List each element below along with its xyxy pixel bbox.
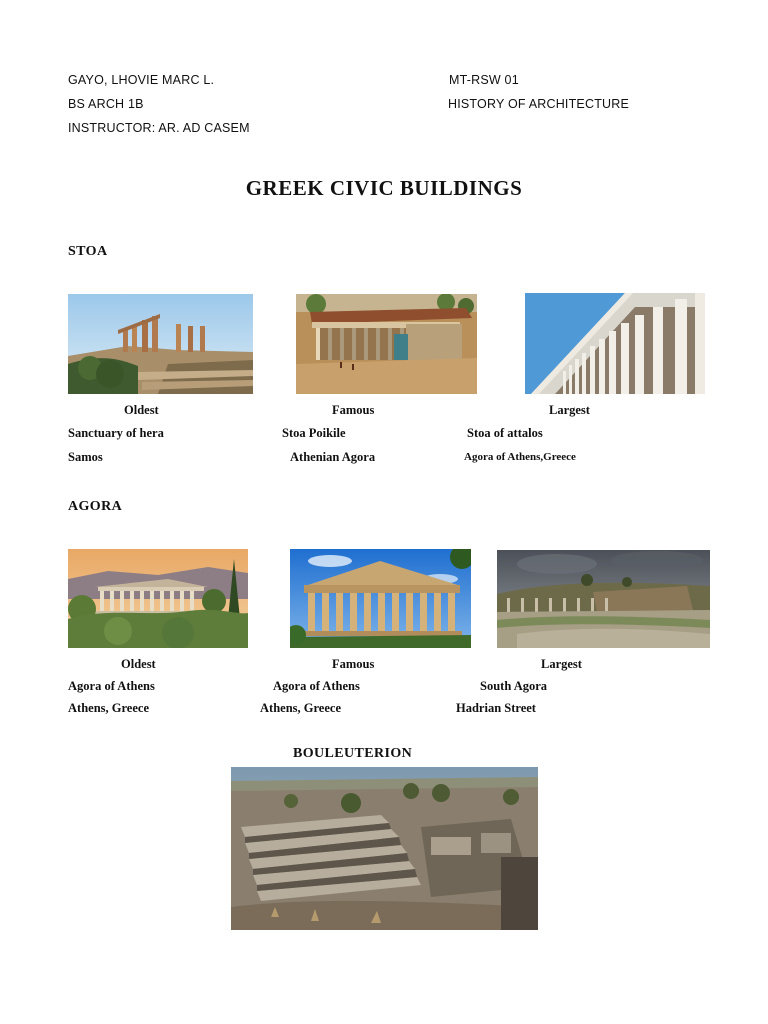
- stoa-largest-photo: [525, 293, 705, 394]
- agora-largest-name: South Agora: [480, 679, 548, 693]
- stoa-largest-name: Stoa of attalos: [467, 426, 543, 440]
- bouleuterion-photo: [231, 767, 538, 930]
- agora-oldest-name: Agora of Athens: [68, 679, 155, 693]
- instructor: INSTRUCTOR: AR. AD CASEM: [68, 121, 250, 135]
- agora-famous-name: Agora of Athens: [273, 679, 360, 693]
- stoa-oldest-label: Oldest: [124, 403, 159, 417]
- stoa-largest-label: Largest: [549, 403, 590, 417]
- program: BS ARCH 1B: [68, 97, 144, 111]
- agora-heading: AGORA: [68, 499, 123, 514]
- stoa-oldest-location: Samos: [68, 450, 103, 464]
- agora-oldest-label: Oldest: [121, 657, 156, 671]
- stoa-famous-name: Stoa Poikile: [282, 426, 346, 440]
- course-code: MT-RSW 01: [449, 73, 519, 87]
- stoa-famous-label: Famous: [332, 403, 375, 417]
- stoa-famous-photo: [296, 294, 477, 394]
- agora-famous-photo: [290, 549, 471, 648]
- agora-famous-location: Athens, Greece: [260, 701, 341, 715]
- agora-largest-photo: [497, 550, 710, 648]
- agora-largest-location: Hadrian Street: [456, 701, 536, 715]
- agora-largest-label: Largest: [541, 657, 582, 671]
- stoa-famous-location: Athenian Agora: [290, 450, 376, 464]
- agora-famous-label: Famous: [332, 657, 375, 671]
- student-name: GAYO, LHOVIE MARC L.: [68, 73, 215, 87]
- page-title: GREEK CIVIC BUILDINGS: [245, 176, 523, 200]
- subject: HISTORY OF ARCHITECTURE: [448, 97, 630, 111]
- stoa-oldest-name: Sanctuary of hera: [68, 426, 164, 440]
- stoa-oldest-photo: [68, 294, 253, 394]
- agora-oldest-photo: [68, 549, 248, 648]
- bouleuterion-heading: BOULEUTERION: [293, 746, 413, 761]
- stoa-largest-location: Agora of Athens,Greece: [464, 451, 576, 463]
- agora-oldest-location: Athens, Greece: [68, 701, 149, 715]
- stoa-heading: STOA: [68, 244, 108, 259]
